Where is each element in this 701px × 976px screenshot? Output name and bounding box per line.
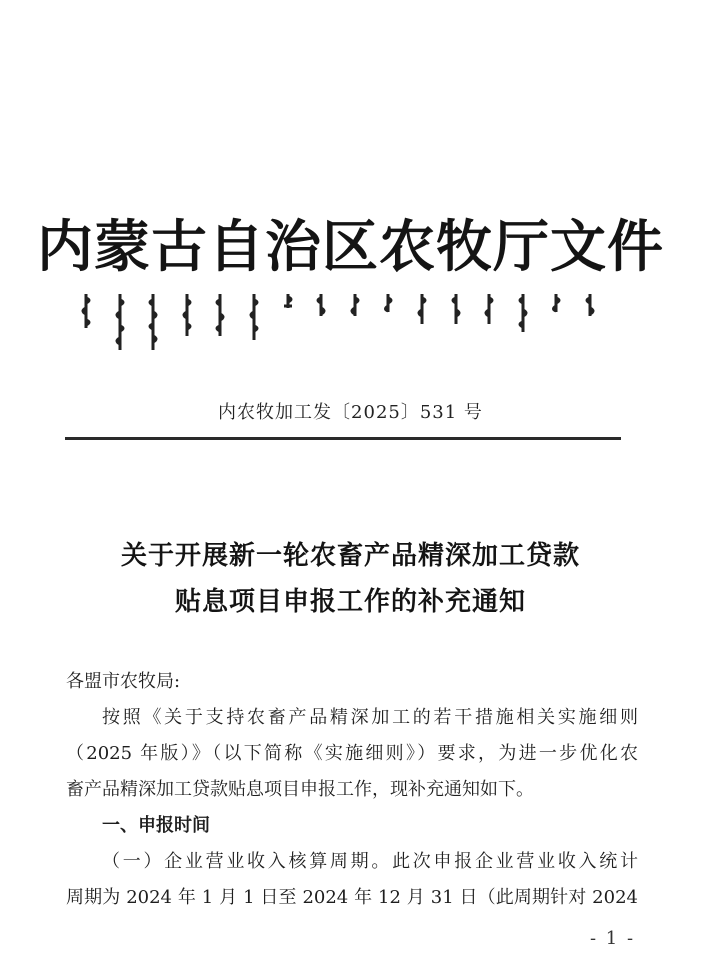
salutation: 各盟市农牧局: [66, 671, 181, 692]
mongolian-glyph-10 [380, 292, 396, 316]
document-title-line-1: 关于开展新一轮农畜产品精深加工贷款 [120, 541, 580, 571]
mongolian-glyph-13 [481, 292, 497, 328]
document-title-line-2: 贴息项目申报工作的补充通知 [174, 587, 526, 617]
paragraph-2-line-2: 周期为 2024 年 1 月 1 日至 2024 年 12 月 31 日（此周期针对 2024 [66, 887, 638, 908]
mongolian-glyph-1 [78, 292, 94, 332]
mongolian-glyph-16 [582, 292, 598, 320]
document-number: 内农牧加工发〔2025〕531 号 [218, 402, 483, 423]
document-body [66, 664, 638, 916]
mongolian-glyph-5 [212, 292, 228, 340]
paragraph-1-line-1: 按照《关于支持农畜产品精深加工的若干措施相关实施细则 [102, 707, 638, 728]
mongolian-glyph-2 [112, 292, 128, 356]
mongolian-glyph-7 [280, 292, 296, 312]
mongolian-script-title [78, 292, 598, 364]
mongolian-glyph-14 [515, 292, 531, 336]
masthead-title: 内蒙古自治区农牧厅文件 [37, 214, 664, 280]
mongolian-glyph-8 [313, 292, 329, 320]
paragraph-1-line-2: （2025 年版）》（以下简称《实施细则》）要求，为进一步优化农 [66, 743, 638, 764]
mongolian-glyph-11 [414, 292, 430, 328]
mongolian-glyph-15 [548, 292, 564, 316]
mongolian-glyph-3 [145, 292, 161, 356]
section-1-heading: 一、申报时间 [102, 815, 210, 836]
mongolian-glyph-4 [179, 292, 195, 340]
mongolian-glyph-6 [246, 292, 262, 344]
header-divider-line [65, 437, 621, 440]
page-number: - 1 - [590, 928, 636, 949]
paragraph-1-line-3: 畜产品精深加工贷款贴息项目申报工作，现补充通知如下。 [66, 779, 534, 800]
paragraph-2-line-1: （一）企业营业收入核算周期。此次申报企业营业收入统计 [102, 851, 638, 872]
mongolian-glyph-12 [448, 292, 464, 328]
document-title [0, 533, 701, 625]
mongolian-glyph-9 [347, 292, 363, 320]
